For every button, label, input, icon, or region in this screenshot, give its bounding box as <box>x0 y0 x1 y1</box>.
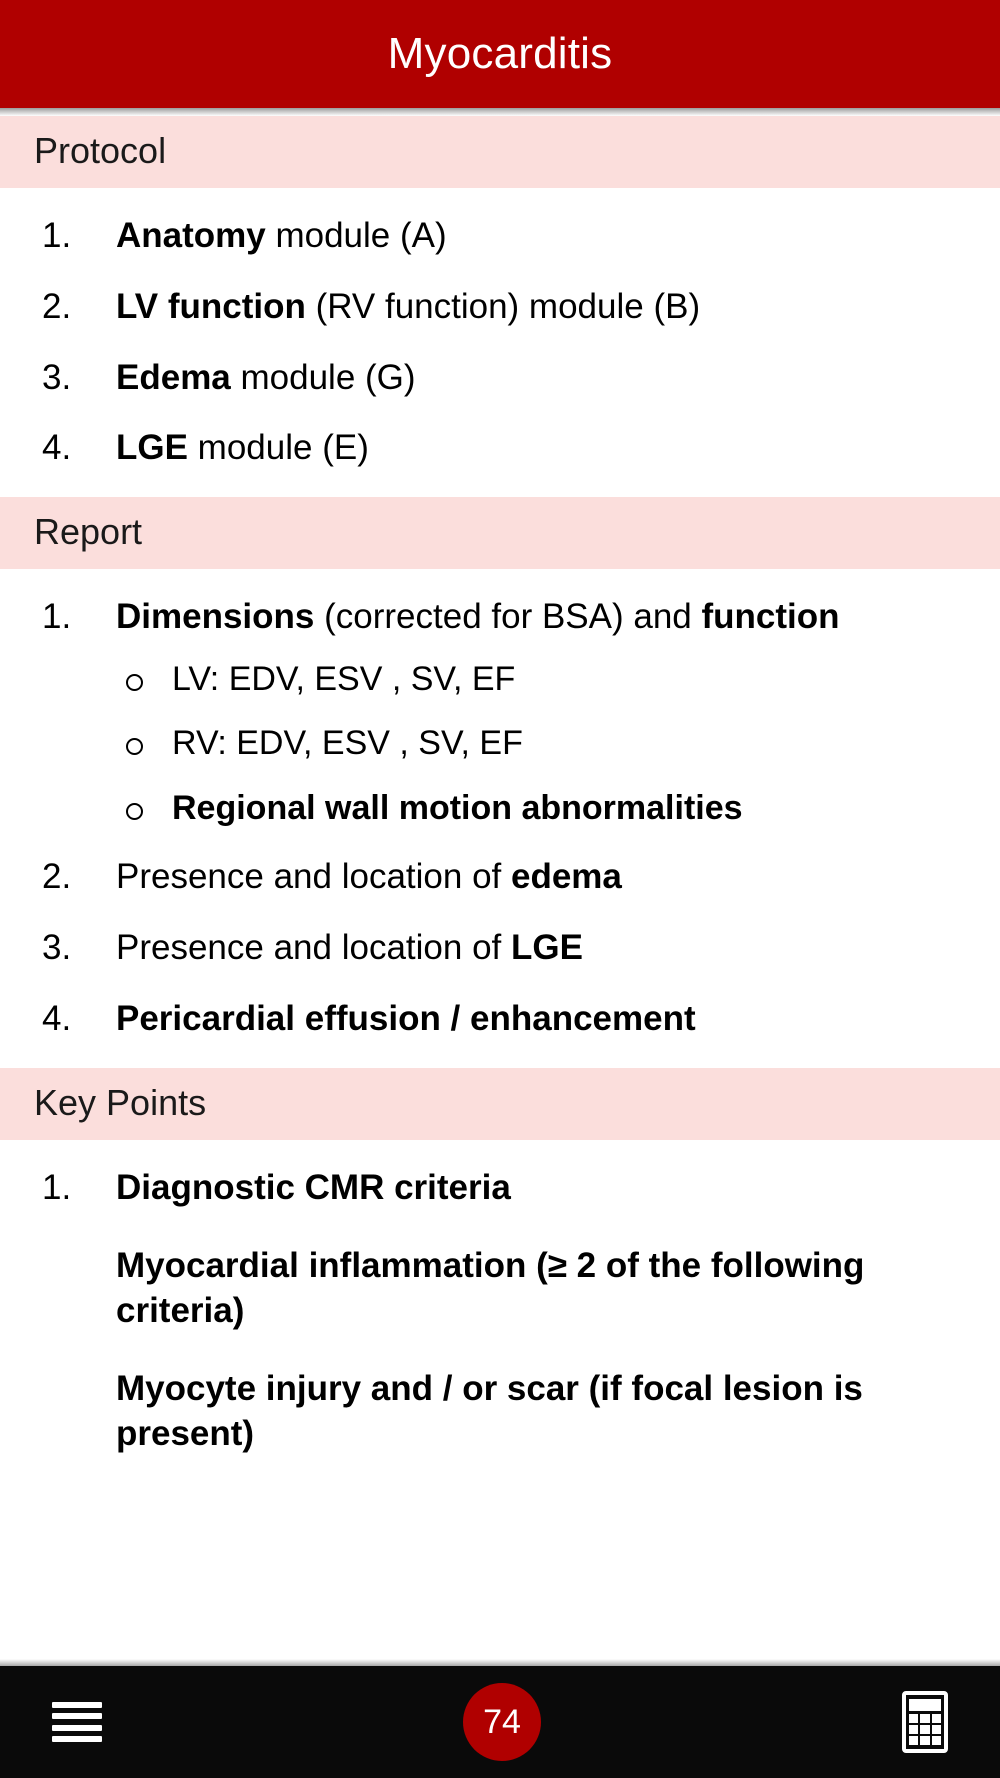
list-item <box>30 1166 970 1457</box>
list-item-text: Presence and location of <box>116 928 511 968</box>
list-item <box>116 722 970 765</box>
list-item-text: Presence and location of <box>116 857 511 897</box>
list-item-strong: LV function <box>116 286 306 326</box>
protocol-list <box>30 214 970 471</box>
list-item <box>30 356 970 401</box>
section-header-report: Report <box>0 497 1000 569</box>
page-number-badge[interactable]: 74 <box>463 1683 541 1761</box>
calculator-icon[interactable] <box>902 1691 948 1753</box>
list-item <box>30 426 970 471</box>
list-item-text: module (E) <box>187 428 369 468</box>
report-list <box>30 595 970 1042</box>
header-divider <box>0 108 1000 116</box>
list-item-text: module (A) <box>265 216 447 255</box>
section-body-key-points <box>0 1140 1000 1483</box>
list-item-strong: Dimensions <box>116 597 315 637</box>
page-title: Myocarditis <box>387 29 613 78</box>
list-item-strong: LGE <box>116 428 188 468</box>
sublist-text: Regional wall motion abnormalities <box>172 788 743 827</box>
list-item-text: (corrected for BSA) and <box>314 597 702 637</box>
footer-divider <box>0 1659 1000 1666</box>
list-item <box>30 214 970 259</box>
section-header-key-points: Key Points <box>0 1068 1000 1140</box>
section-body-protocol <box>0 188 1000 497</box>
section-header-protocol: Protocol <box>0 116 1000 188</box>
list-item-text: module (G) <box>230 357 416 397</box>
list-item-strong: Pericardial effusion / enhancement <box>116 999 696 1039</box>
list-item-strong: edema <box>510 857 622 897</box>
content-scroll-area[interactable] <box>0 116 1000 1666</box>
sublist-text: RV: EDV, ESV , SV, EF <box>172 724 523 763</box>
key-points-paragraph-1: Myocardial inflammation (≥ 2 of the following criteria) <box>116 1245 865 1331</box>
sublist-text: LV: EDV, ESV , SV, EF <box>172 659 516 698</box>
list-item-text: (RV function) module (B) <box>305 286 701 326</box>
bottom-toolbar <box>0 1666 1000 1778</box>
list-item <box>30 997 970 1042</box>
list-item-strong: Diagnostic CMR criteria <box>116 1167 511 1207</box>
list-item <box>30 595 970 829</box>
key-points-paragraph-2: Myocyte injury and / or scar (if focal lesion is present) <box>116 1368 863 1454</box>
list-item <box>116 787 970 830</box>
list-item-strong: Anatomy <box>116 216 266 255</box>
list-item-strong-2: function <box>701 597 840 637</box>
list-item <box>30 855 970 900</box>
list-item-strong: Edema <box>116 357 231 397</box>
section-body-report <box>0 569 1000 1068</box>
list-item <box>30 926 970 971</box>
dimensions-sublist <box>116 658 970 830</box>
app-header <box>0 0 1000 108</box>
list-item <box>116 658 970 701</box>
list-item <box>30 285 970 330</box>
list-item-strong: LGE <box>510 928 583 968</box>
key-points-list <box>30 1166 970 1457</box>
hamburger-menu-icon[interactable] <box>52 1702 102 1742</box>
